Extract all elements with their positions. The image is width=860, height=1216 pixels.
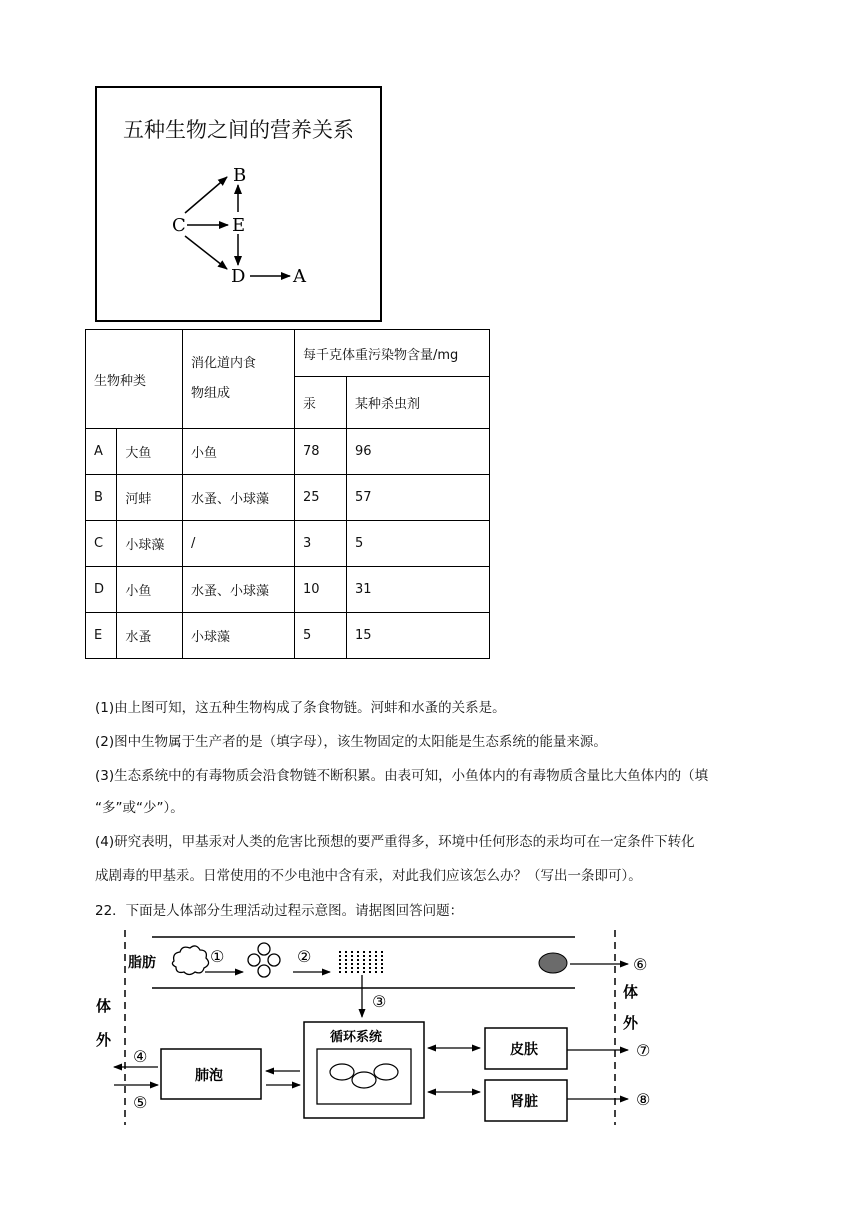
fat-droplet-icon	[172, 946, 208, 975]
physiology-diagram	[90, 925, 680, 1130]
header-mercury: 汞	[295, 377, 347, 429]
header-diet	[183, 330, 295, 429]
row-mercury: 78	[295, 429, 347, 475]
fat-label: 脂肪	[128, 955, 156, 971]
question-2: (2)图中生物属于生产者的是（填字母），该生物固定的太阳能是生态系统的能量来源。	[95, 734, 607, 750]
question-1: (1)由上图可知，这五种生物构成了条食物链。河蚌和水蚤的关系是。	[95, 700, 506, 716]
row-code: B	[86, 475, 117, 521]
fat-particle-icon	[258, 943, 270, 955]
row-name: 小鱼	[117, 567, 183, 613]
question-22: 22．下面是人体部分生理活动过程示意图。请据图回答问题：	[95, 903, 464, 919]
step-5-label: ⑤	[133, 1093, 148, 1112]
blood-cell-icon	[330, 1064, 354, 1080]
row-name: 大鱼	[117, 429, 183, 475]
header-pesticide: 某种杀虫剂	[347, 377, 490, 429]
blood-vessel-box	[317, 1049, 411, 1104]
row-mercury: 5	[295, 613, 347, 659]
header-species: 生物种类	[86, 330, 183, 429]
outside-right-char2: 外	[623, 1014, 639, 1032]
row-name: 水蚤	[117, 613, 183, 659]
header-pollutant: 每千克体重污染物含量/mg	[295, 330, 490, 377]
skin-label: 皮肤	[510, 1042, 538, 1058]
node-a: A	[293, 266, 306, 287]
arrow-c-b	[185, 177, 227, 213]
row-pesticide: 96	[347, 429, 490, 475]
outside-left-char2: 外	[96, 1031, 112, 1049]
row-code: A	[86, 429, 117, 475]
step-7-label: ⑦	[636, 1041, 651, 1060]
row-code: C	[86, 521, 117, 567]
row-diet: 水蚤、小球藻	[183, 567, 295, 613]
question-3-line1: (3)生态系统中的有毒物质会沿食物链不断积累。由表可知，小鱼体内的有毒物质含量比大鱼体内的（填	[95, 768, 709, 784]
table-row	[86, 429, 490, 475]
step-2-label: ②	[297, 947, 312, 966]
food-web-figure	[95, 86, 382, 322]
row-diet: 小球藻	[183, 613, 295, 659]
row-mercury: 10	[295, 567, 347, 613]
row-pesticide: 5	[347, 521, 490, 567]
blood-cell-icon	[352, 1072, 376, 1088]
kidney-label: 肾脏	[510, 1094, 538, 1110]
table-row	[86, 521, 490, 567]
waste-icon	[539, 953, 567, 973]
food-web-title: 五种生物之间的营养关系	[123, 118, 354, 142]
fatty-acid-glycerol-icon	[340, 951, 382, 973]
node-d: D	[231, 266, 246, 287]
row-pesticide: 15	[347, 613, 490, 659]
row-code: E	[86, 613, 117, 659]
row-diet: 小鱼	[183, 429, 295, 475]
row-name: 小球藻	[117, 521, 183, 567]
row-name: 河蚌	[117, 475, 183, 521]
row-mercury: 3	[295, 521, 347, 567]
row-code: D	[86, 567, 117, 613]
step-4-label: ④	[133, 1047, 148, 1066]
step-8-label: ⑧	[636, 1090, 651, 1109]
fat-particle-icon	[258, 965, 270, 977]
header-diet-line2: 物组成	[191, 386, 231, 401]
table-row	[86, 613, 490, 659]
node-b: B	[233, 165, 247, 186]
row-mercury: 25	[295, 475, 347, 521]
table-row	[86, 567, 490, 613]
food-web-diagram	[97, 88, 380, 320]
row-diet: /	[183, 521, 295, 567]
node-c: C	[172, 215, 186, 236]
node-e: E	[232, 215, 246, 236]
step-1-label: ①	[210, 947, 225, 966]
row-pesticide: 57	[347, 475, 490, 521]
table-row	[86, 475, 490, 521]
pollutant-table	[85, 329, 490, 659]
fat-particle-icon	[268, 954, 280, 966]
outside-right-char1: 体	[623, 983, 639, 1001]
circulation-label: 循环系统	[330, 1030, 383, 1045]
blood-cell-icon	[374, 1064, 398, 1080]
fat-particle-icon	[248, 954, 260, 966]
step-6-label: ⑥	[633, 955, 648, 974]
row-diet: 水蚤、小球藻	[183, 475, 295, 521]
arrow-c-d	[185, 236, 227, 269]
step-3-label: ③	[372, 992, 387, 1011]
row-pesticide: 31	[347, 567, 490, 613]
header-diet-line1: 消化道内食	[191, 356, 257, 371]
outside-left-char1: 体	[96, 997, 112, 1015]
question-4-line1: (4)研究表明，甲基汞对人类的危害比预想的要严重得多，环境中任何形态的汞均可在一定条件下转化	[95, 834, 695, 850]
question-4-line2: 成剧毒的甲基汞。日常使用的不少电池中含有汞，对此我们应该怎么办？（写出一条即可）。	[95, 868, 642, 884]
alveoli-label: 肺泡	[195, 1068, 223, 1084]
question-3-line2: “多”或“少”）。	[95, 800, 184, 816]
